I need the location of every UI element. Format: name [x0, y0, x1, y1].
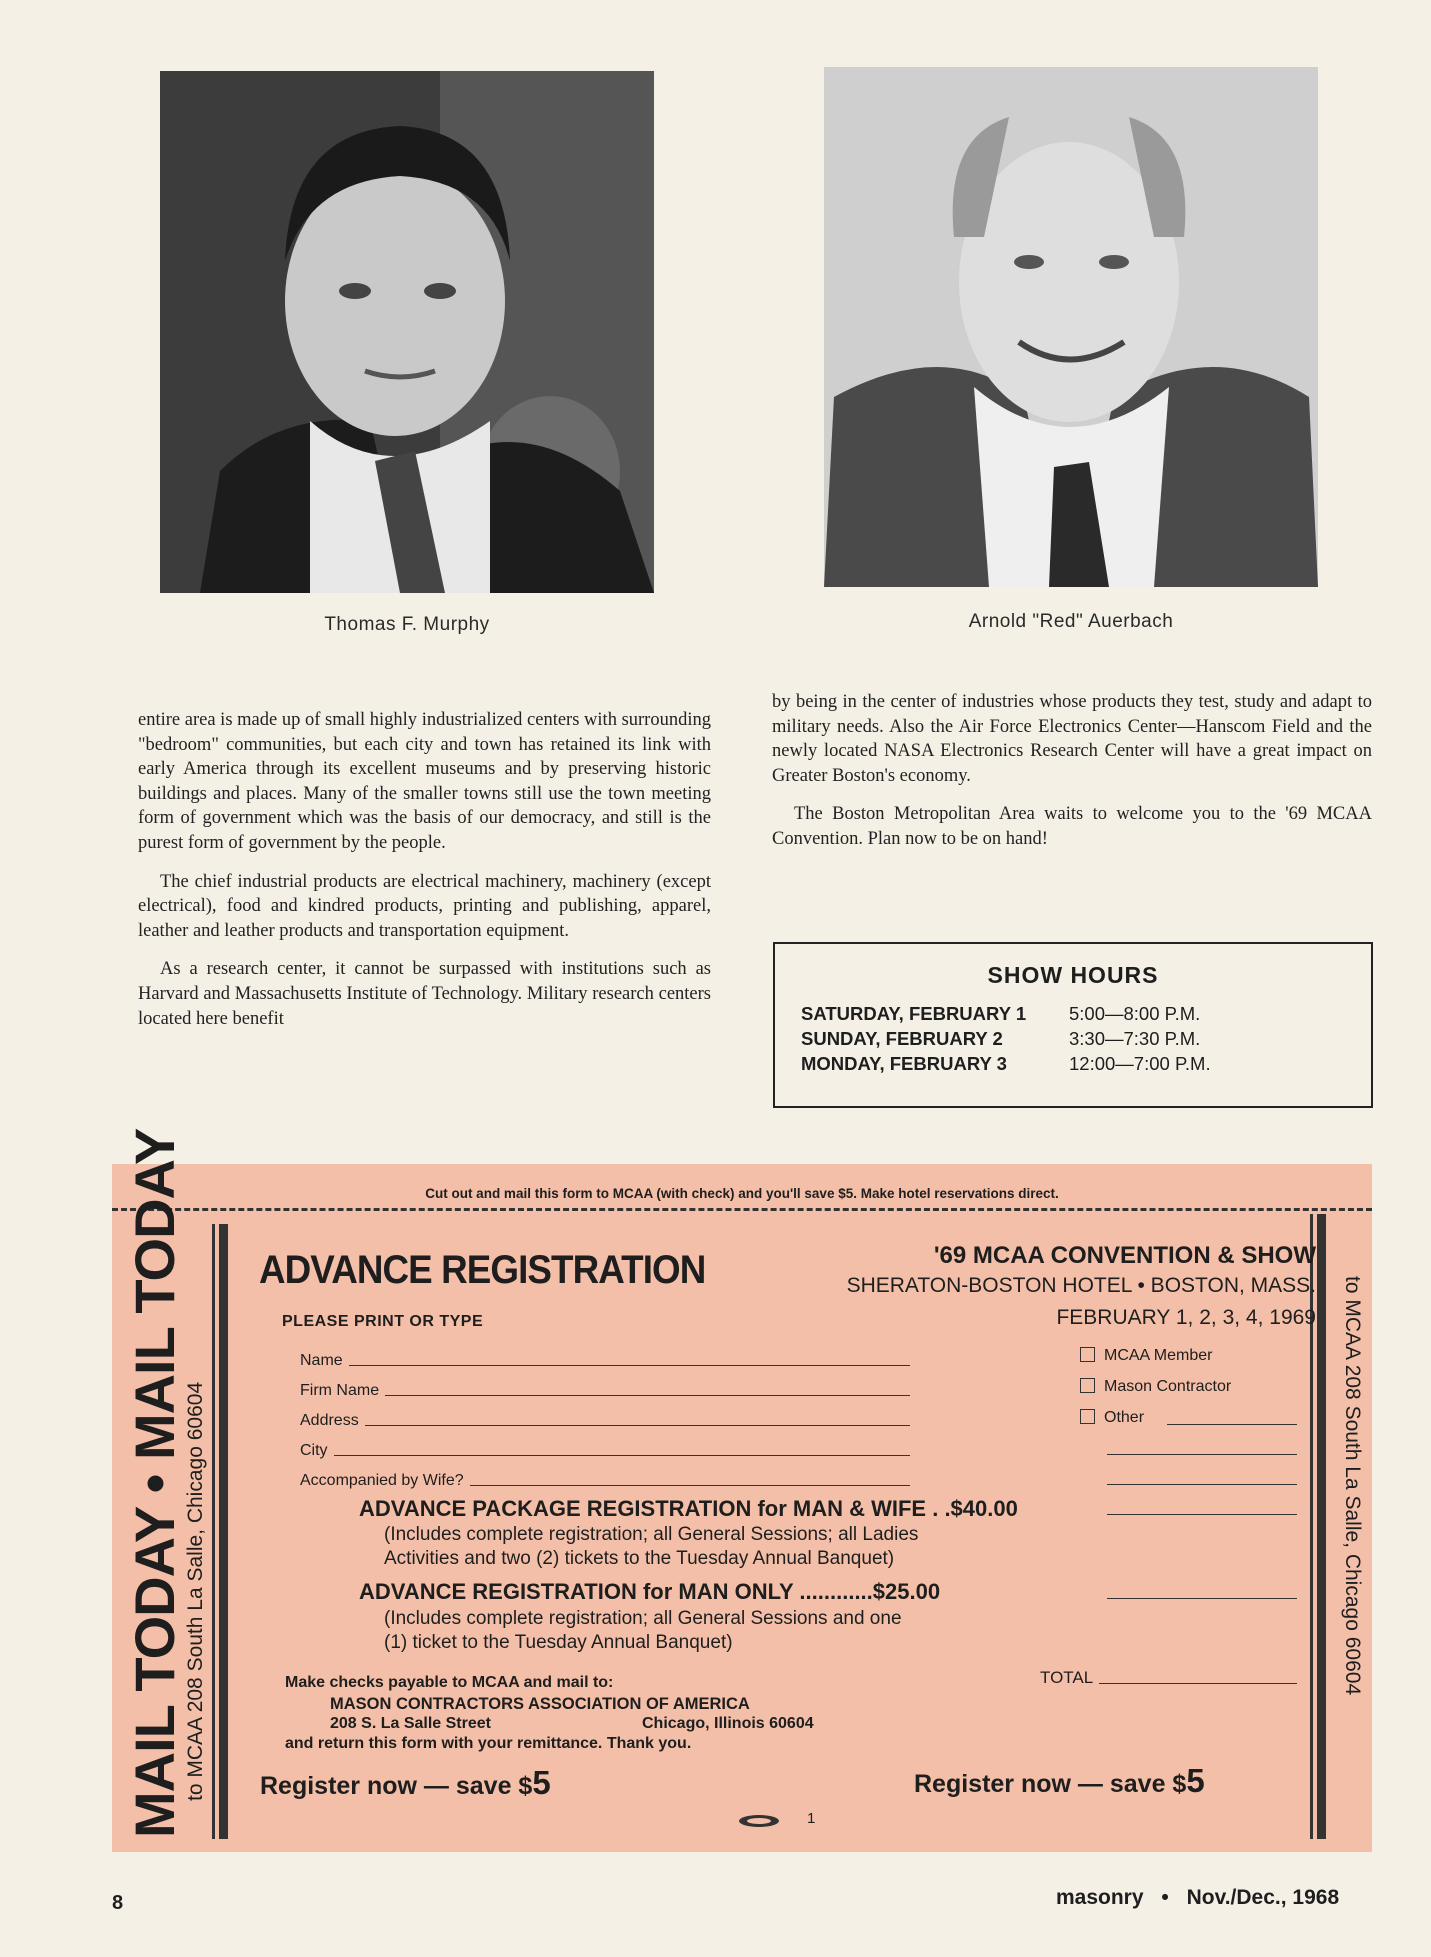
checkbox-mason-contractor[interactable]: Mason Contractor	[1080, 1378, 1231, 1396]
form-title: ADVANCE REGISTRATION	[259, 1248, 706, 1292]
cut-line	[112, 1208, 1372, 1211]
register-callout-left: Register now — save $5	[260, 1764, 551, 1801]
other-blank[interactable]	[1167, 1424, 1297, 1425]
checkbox-icon[interactable]	[1080, 1378, 1095, 1393]
wife-field[interactable]: Accompanied by Wife?	[300, 1472, 910, 1490]
man-only-registration-option: ADVANCE REGISTRATION for MAN ONLY ............$25.00	[359, 1579, 941, 1604]
checkbox-icon[interactable]	[1080, 1409, 1095, 1424]
show-hours-row: MONDAY, FEBRUARY 3 12:00—7:00 P.M.	[801, 1053, 1211, 1074]
article-paragraph: entire area is made up of small highly industrialized centers with surrounding "bedroom" communities, but each city and town has retained its link with early America through its excellent museums and by preserving historic buildings and places. Many of the smaller towns still use the town meeting form of government which was the basis of our democracy, and still is the purest form of government by the people.	[138, 710, 711, 853]
name-field[interactable]: Name	[300, 1352, 910, 1370]
show-hours-box	[773, 942, 1373, 1108]
register-callout-right: Register now — save $5	[914, 1762, 1205, 1799]
cut-instruction: Cut out and mail this form to MCAA (with check) and you'll save $5. Make hotel reservations direct.	[425, 1186, 1059, 1201]
total-field[interactable]: TOTAL	[1040, 1668, 1297, 1688]
article-column-right	[772, 690, 1372, 866]
article-paragraph: The Boston Metropolitan Area waits to welcome you to the '69 MCAA Convention. Plan now to be on hand!	[772, 804, 1372, 849]
hotel-name: SHERATON-BOSTON HOTEL • BOSTON, MASS.	[846, 1274, 1316, 1297]
return-note: and return this form with your remittance. Thank you.	[285, 1735, 692, 1752]
union-number: 1	[807, 1810, 816, 1827]
man-only-amount-blank[interactable]	[1107, 1598, 1297, 1599]
footer-publication: masonry • Nov./Dec., 1968	[1056, 1886, 1340, 1909]
show-hours-row: SUNDAY, FEBRUARY 2 3:30—7:30 P.M.	[801, 1028, 1201, 1049]
decorative-bars	[212, 1224, 228, 1839]
registration-form	[112, 1128, 1372, 1852]
photo-caption: Thomas F. Murphy	[324, 614, 490, 635]
package-registration-option: ADVANCE PACKAGE REGISTRATION for MAN & WIFE . .$40.00	[359, 1496, 1018, 1521]
checkbox-icon[interactable]	[1080, 1347, 1095, 1362]
package-description: Activities and two (2) tickets to the Tuesday Annual Banquet)	[384, 1548, 895, 1569]
show-hours-row: SATURDAY, FEBRUARY 1 5:00—8:00 P.M.	[801, 1003, 1201, 1024]
package-description: (Includes complete registration; all General Sessions; all Ladies	[384, 1524, 919, 1545]
photo-caption: Arnold "Red" Auerbach	[968, 611, 1174, 632]
photo-thomas-murphy	[160, 71, 654, 593]
payable-note: Make checks payable to MCAA and mail to:	[285, 1674, 614, 1691]
city-state: Chicago, Illinois 60604	[642, 1715, 814, 1732]
side-address-left: to MCAA 208 South La Salle, Chicago 60604	[184, 1381, 207, 1801]
firm-name-field[interactable]: Firm Name	[300, 1382, 910, 1400]
show-hours-title: SHOW HOURS	[987, 962, 1159, 988]
man-only-description: (Includes complete registration; all General Sessions and one	[384, 1608, 902, 1629]
convention-name: '69 MCAA CONVENTION & SHOW	[933, 1242, 1316, 1269]
side-address-right: to MCAA 208 South La Salle, Chicago 60604	[1341, 1276, 1364, 1696]
article-column-left	[138, 708, 711, 1045]
convention-dates: FEBRUARY 1, 2, 3, 4, 1969	[1056, 1306, 1316, 1329]
blank-line[interactable]	[1107, 1454, 1297, 1455]
checkbox-other[interactable]: Other	[1080, 1409, 1144, 1427]
address-field[interactable]: Address	[300, 1412, 910, 1430]
city-field[interactable]: City	[300, 1442, 910, 1460]
article-paragraph: As a research center, it cannot be surpassed with institutions such as Harvard and Massachusetts Institute of Technology. Military research centers located here benefit	[138, 959, 711, 1029]
bullet-icon: •	[1161, 1886, 1169, 1909]
package-amount-blank[interactable]	[1107, 1514, 1297, 1515]
mail-today-banner: MAIL TODAY • MAIL TODAY	[123, 1128, 186, 1838]
photo-red-auerbach	[824, 67, 1318, 587]
article-paragraph: The chief industrial products are electrical machinery, machinery (except electrical), food and kindred products, printing and publishing, apparel, leather and leather products and transportation equipment.	[138, 871, 711, 941]
union-label-icon	[737, 1812, 787, 1830]
article-paragraph: by being in the center of industries whose products they test, study and adapt to military needs. Also the Air Force Electronics Center—Hanscom Field and the newly located NASA Electronics Research Center will have a great impact on Greater Boston's economy.	[772, 692, 1372, 786]
page-number: 8	[112, 1892, 124, 1914]
blank-line[interactable]	[1107, 1484, 1297, 1485]
man-only-description: (1) ticket to the Tuesday Annual Banquet)	[384, 1632, 733, 1653]
print-note: PLEASE PRINT OR TYPE	[282, 1313, 484, 1330]
street-address: 208 S. La Salle Street	[330, 1715, 491, 1732]
org-name: MASON CONTRACTORS ASSOCIATION OF AMERICA	[330, 1695, 750, 1713]
checkbox-mcaa-member[interactable]: MCAA Member	[1080, 1347, 1212, 1365]
